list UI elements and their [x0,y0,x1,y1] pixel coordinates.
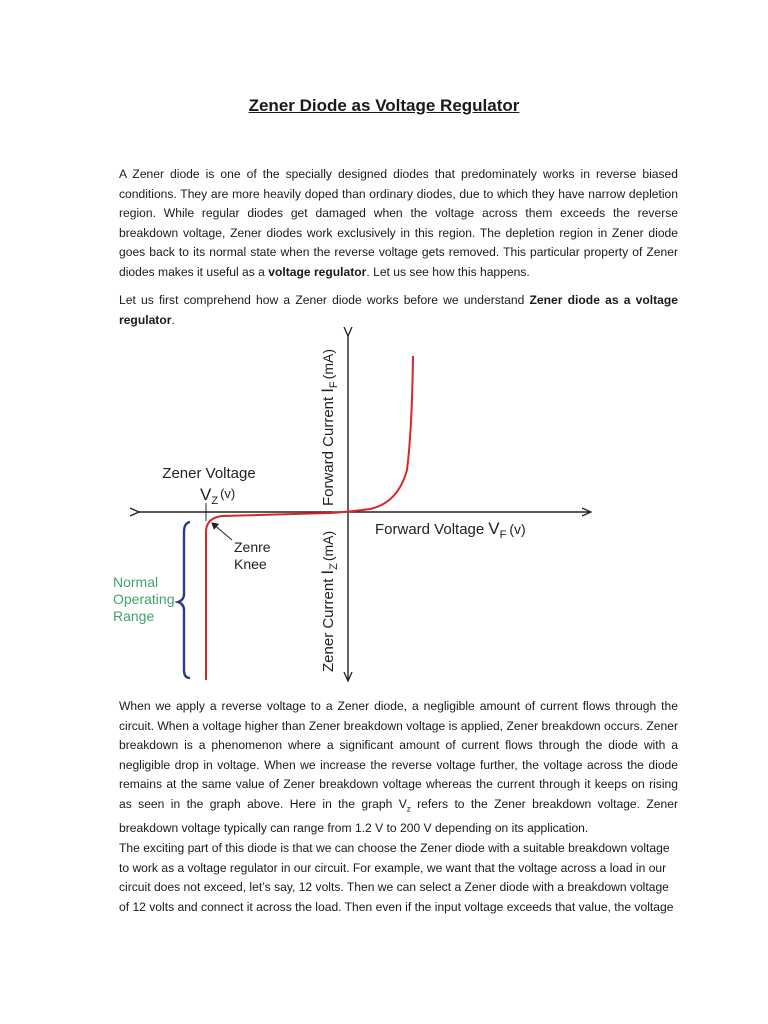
knee-pointer-arrow [212,523,232,540]
page-title: Zener Diode as Voltage Regulator [248,96,520,115]
operating-range-brace [178,522,190,678]
range-label-line1: Normal [113,574,159,590]
range-label-line3: Range [113,608,155,624]
zener-voltage-label: Zener Voltage [162,465,256,482]
vz-symbol-label: $V_Z$ (v) [200,485,236,507]
lead-in-paragraph: Let us first comprehend how a Zener diode works before we understand Zener diode as a voltage regulator. [119,293,679,327]
bold-term: voltage regulator [268,264,367,279]
knee-label-line2: Knee [234,556,267,572]
range-label-line2: Operating [113,591,175,607]
regulator-paragraph: The exciting part of this diode is that we can choose the Zener diode with a suitable breakdown voltage to work as a voltage regulator in our circuit. For example, we want that the voltage across a load in our circuit does not exceed, let’s say, 12 volts. Then we can select a Zener diode with a breakdown voltage of 12 volts and connect it across the load. Then even if the input voltage exceeds that value, the voltage [119,841,674,914]
forward-voltage-label: Forward Voltage $V_F$ (v) [375,519,526,541]
forward-current-label: Forward CurrentI$_F$(mA) [318,349,340,506]
bold-term: Zener diode as a voltage regulator [119,293,679,327]
breakdown-paragraph: When we apply a reverse voltage to a Zener diode, a negligible amount of current flows through the circuit. When a voltage higher than Zener breakdown voltage is applied, Zener breakdown occurs. Zener breakdown is a phenomenon where a significant amount of current flows through the diode with a negligible drop in voltage. When we increase the reverse voltage further, the voltage across the diode remains at the same value of Zener breakdown voltage whereas the current through it keeps on rising as seen in the graph above. Here in the graph $V_z$ refers to the Zener breakdown voltage. Zener breakdown voltage typically can range from 1.2 V to 200 V depending on its application. [119,699,678,835]
iv-curve [206,356,413,680]
subscript-z: z [406,804,411,814]
knee-label-line1: Zenre [234,539,271,555]
intro-paragraph: A Zener diode is one of the specially designed diodes that predominately works in reverse biased conditions. They are more heavily doped than ordinary diodes, due to which they have narrow depletion region. While regular diodes get damaged when the voltage across them exceeds the reverse breakdown voltage, Zener diodes work exclusively in this region. The depletion region in Zener diode goes back to its normal state when the reverse voltage gets removed. This particular property of Zener diodes makes it useful as a voltage regulator. Let us see how this happens. [119,167,678,279]
zener-current-label: Zener CurrentI$_Z$(mA) [318,530,340,672]
